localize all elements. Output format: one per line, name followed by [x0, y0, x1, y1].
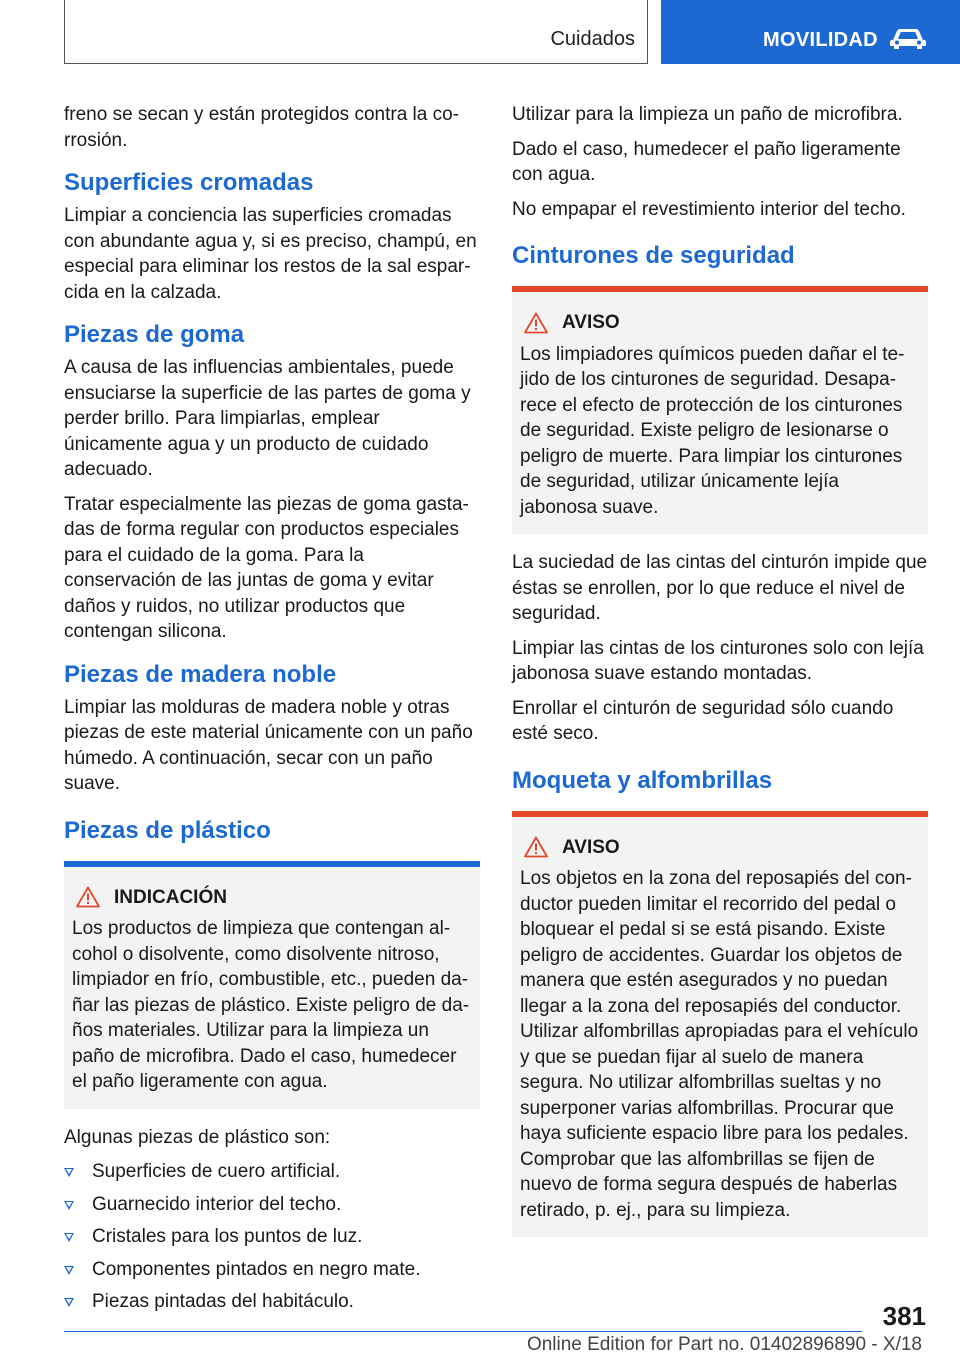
header-category-tab	[661, 0, 960, 64]
microfiber-paragraph: Utilizar para la limpieza un paño de microfibra.	[512, 104, 903, 125]
chrome-paragraph: Limpiar a conciencia las superficies cromadas con abundante agua y, si es preciso, champú, en especial para eliminar los restos de la sal esparcida en la calzada.	[64, 205, 477, 303]
list-item-text: Cristales para los puntos de luz.	[92, 1226, 363, 1247]
warning-title-row	[520, 310, 920, 336]
warning-triangle-icon	[524, 312, 548, 334]
seatbelt-paragraph-2: Limpiar las cintas de los cinturones solo con lejía jabonosa suave estando montadas.	[512, 637, 924, 684]
footer-divider	[64, 1331, 862, 1332]
heading-seat-belts: Cinturones de seguridad	[512, 242, 795, 269]
warning-triangle-icon	[524, 836, 548, 858]
page-number: 381	[882, 1301, 926, 1331]
notice-title: INDICACIÓN	[114, 886, 227, 908]
heading-carpets-mats: Moqueta y alfombrillas	[512, 766, 773, 794]
plastic-list-intro: Algunas piezas de plástico son:	[64, 1126, 331, 1148]
heading-chrome-surfaces: Superficies cromadas	[64, 169, 314, 196]
rubber-paragraph-2: Tratar especialmente las piezas de goma gastadas de forma regular con productos especiales para el cuidado de la goma. Para la conservación de las juntas de goma y evitar daños y ruidos, no utilizar productos que contengan silicona.	[64, 493, 469, 642]
warning-box-seatbelts	[512, 286, 928, 534]
bullet-triangle-icon	[64, 1168, 74, 1177]
warning-title: AVISO	[562, 312, 620, 333]
car-icon	[889, 26, 927, 55]
seatbelt-paragraph-1: La suciedad de las cintas del cinturón impide que éstas se enrollen, por lo que reduce el nivel de seguridad.	[512, 552, 928, 624]
warning-text: Los limpiadores químicos pueden dañar el tejido de los cinturones de seguridad. Desaparece el efecto de protección de los cinturones de seguridad. Existe peligro de lesionarse o peligro de muerte. Para limpiar los cinturones de seguridad, utilizar únicamente lejía jabonosa suave.	[520, 343, 905, 518]
warning-text: Los objetos en la zona del reposapiés del conductor pueden limitar el recorrido del pedal o bloquear el pedal si se está pisando. Existe peligro de accidentes. Guardar los objetos de manera que estén asegurados y no puedan llegar a la zona del reposapiés del conductor. Utilizar alfombrillas apropiadas para el vehículo y que se puedan fijar al suelo de manera segura. No utilizar alfombrillas sueltas y no superponer varias alfombrillas. Procurar que haya suficiente espacio libre para los pedales. Comprobar que las alfombrillas se fijen de nuevo de forma segura después de haberlas retirado, p. ej., para su limpieza.	[520, 868, 919, 1221]
list-item-text: Superficies de cuero artificial.	[92, 1161, 341, 1182]
section-title: Cuidados	[550, 28, 635, 50]
wood-paragraph: Limpiar las molduras de madera noble y otras piezas de este material únicamente con un paño húmedo. A continuación, secar con un paño suave.	[64, 696, 473, 794]
seatbelt-paragraph-3: Enrollar el cinturón de seguridad sólo cuando esté seco.	[512, 697, 894, 744]
list-item-text: Piezas pintadas del habitáculo.	[92, 1291, 354, 1312]
category-title: MOVILIDAD	[763, 29, 878, 51]
bullet-triangle-icon	[64, 1266, 74, 1275]
notice-box	[64, 861, 480, 1109]
moisten-paragraph: Dado el caso, humedecer el paño ligeramente con agua.	[512, 138, 901, 185]
list-item-text: Componentes pintados en negro mate.	[92, 1258, 421, 1280]
warning-triangle-icon	[76, 886, 100, 908]
heading-plastic-parts: Piezas de plástico	[64, 816, 271, 844]
rubber-paragraph-1: A causa de las influencias ambientales, puede ensuciarse la superficie de las partes de goma y perder brillo. Para limpiarlas, emplear únicamente agua y un producto de cuidado adecuado.	[64, 357, 471, 480]
bullet-triangle-icon	[64, 1233, 74, 1242]
heading-wood-parts: Piezas de madera noble	[64, 660, 337, 688]
notice-text: Los productos de limpieza que contengan alcohol o disolvente, como disolvente nitroso, limpiador en frío, combustible, etc., pueden dañar las piezas de plástico. Existe peligro de daños materiales. Utilizar para la limpieza un paño de microfibra. Dado el caso, humedecer el paño ligeramente con agua.	[72, 918, 470, 1092]
footer-edition: Online Edition for Part no. 01402896890 - X/18	[526, 1334, 922, 1355]
list-item	[64, 1192, 480, 1218]
list-item	[64, 1224, 480, 1250]
list-item	[64, 1289, 480, 1315]
bullet-triangle-icon	[64, 1201, 74, 1210]
right-column	[512, 102, 928, 1253]
heading-rubber-parts: Piezas de goma	[64, 321, 245, 348]
notice-title-row	[72, 885, 472, 911]
warning-title: AVISO	[562, 836, 620, 858]
headliner-paragraph: No empapar el revestimiento interior del techo.	[512, 198, 906, 220]
list-item	[64, 1159, 480, 1185]
list-item-text: Guarnecido interior del techo.	[92, 1193, 342, 1215]
list-item	[64, 1257, 480, 1283]
left-column	[64, 102, 480, 1322]
plastic-parts-list	[64, 1159, 480, 1315]
warning-title-row	[520, 835, 920, 861]
header-section-tab	[64, 0, 648, 64]
warning-box-mats	[512, 811, 928, 1238]
bullet-triangle-icon	[64, 1298, 74, 1307]
intro-paragraph: freno se secan y están protegidos contra la corrosión.	[64, 104, 460, 151]
